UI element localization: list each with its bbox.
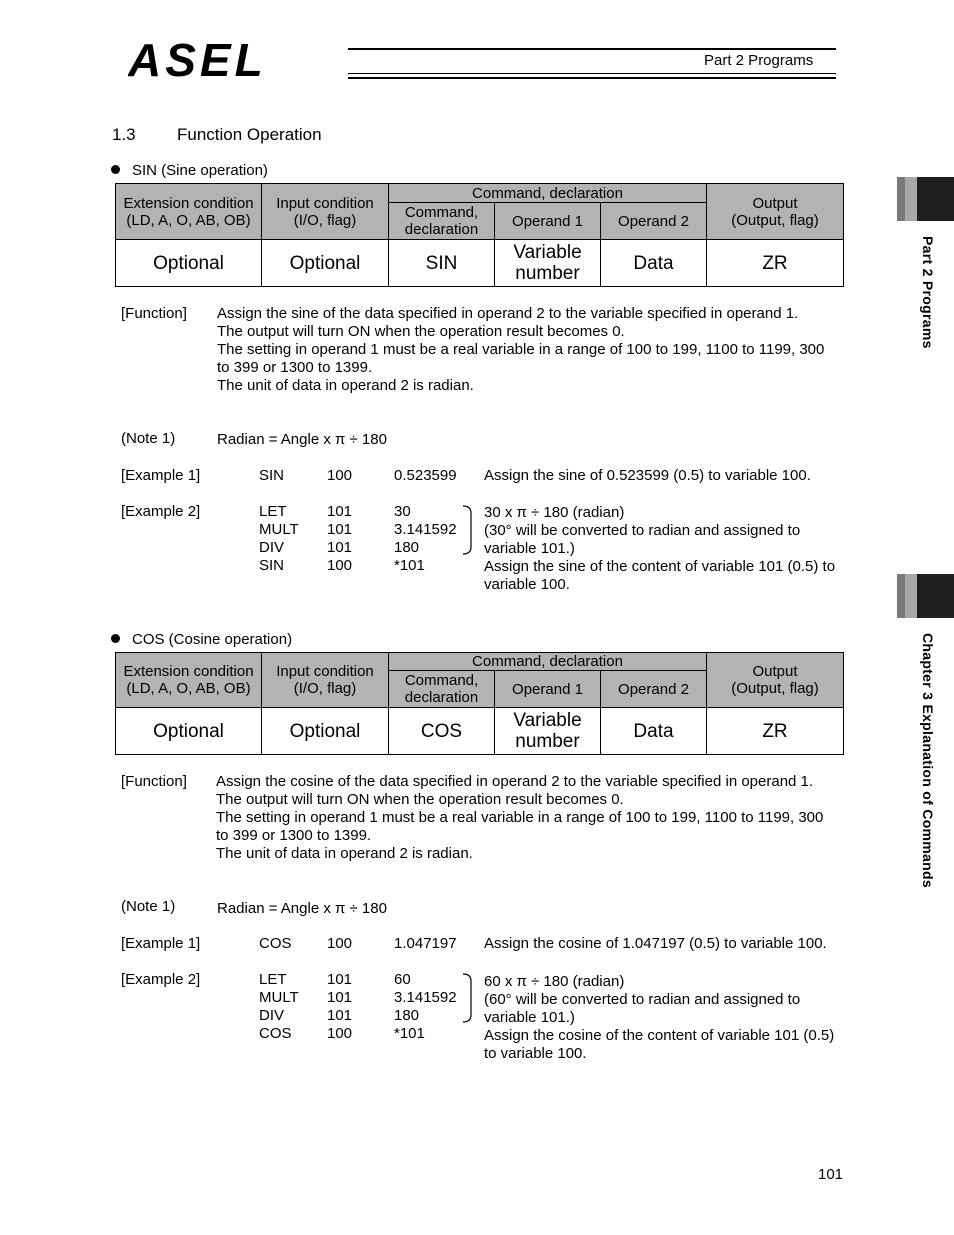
example2-label: [Example 2] [121, 503, 201, 520]
example2-operand1: 101 101 101 100 [327, 971, 353, 1042]
example1-label: [Example 1] [121, 935, 201, 952]
td-operand1: Variable number [495, 708, 601, 755]
example2-operand2: 60 3.141592 180 *101 [394, 971, 457, 1042]
asel-logo [128, 36, 348, 80]
example2-operand1: 101 101 101 100 [327, 503, 353, 574]
td-operand2: Data [601, 708, 707, 755]
side-tab-chapter-label: Chapter 3 Explanation of Commands [920, 633, 936, 888]
sin-bullet-text: SIN (Sine operation) [132, 162, 268, 179]
header-rule [348, 48, 836, 50]
th-output: Output (Output, flag) [707, 184, 844, 240]
th-operand1: Operand 1 [495, 671, 601, 708]
note-label: (Note 1) [121, 898, 176, 915]
bullet-icon [111, 165, 120, 174]
header-rule [348, 77, 836, 79]
logo-text: ASEL [128, 36, 267, 80]
td-command: COS [389, 708, 495, 755]
example1-operand1: 100 [327, 935, 353, 952]
side-tab-marker [897, 574, 954, 618]
note-label: (Note 1) [121, 430, 176, 447]
page-number: 101 [818, 1166, 844, 1183]
bullet-icon [111, 634, 120, 643]
function-description: Assign the cosine of the data specified in operand 2 to the variable specified in operand 1. The output will turn ON when the operation result becomes 0. The setting in operand 1 must be a real variable in a range of 100 to 199, 1100 to 1199, 300 to 399 or 1300 to 1399. The unit of data in operand 2 is radian. [216, 773, 824, 862]
th-extension-condition: Extension condition (LD, A, O, AB, OB) [116, 184, 262, 240]
td-operand2: Data [601, 240, 707, 287]
cos-bullet [111, 631, 292, 648]
td-output: ZR [707, 240, 844, 287]
td-command: SIN [389, 240, 495, 287]
th-command: Command, declaration [389, 671, 495, 708]
th-input-condition: Input condition (I/O, flag) [262, 653, 389, 708]
header-rule [348, 73, 836, 74]
example1-label: [Example 1] [121, 467, 201, 484]
td-extension: Optional [116, 708, 262, 755]
th-operand2: Operand 2 [601, 671, 707, 708]
cos-command-table [115, 652, 844, 755]
td-input: Optional [262, 708, 389, 755]
side-tab-part-label: Part 2 Programs [920, 236, 936, 349]
side-tab-marker [897, 177, 954, 221]
example1-operand1: 100 [327, 467, 353, 484]
td-input: Optional [262, 240, 389, 287]
th-operand1: Operand 1 [495, 203, 601, 240]
th-output: Output (Output, flag) [707, 653, 844, 708]
section-heading [112, 125, 322, 145]
example1-description: Assign the cosine of 1.047197 (0.5) to variable 100. [484, 935, 827, 952]
th-command-declaration-group: Command, declaration [389, 184, 707, 203]
td-output: ZR [707, 708, 844, 755]
td-extension: Optional [116, 240, 262, 287]
th-command-declaration-group: Command, declaration [389, 653, 707, 671]
th-extension-condition: Extension condition (LD, A, O, AB, OB) [116, 653, 262, 708]
function-description: Assign the sine of the data specified in operand 2 to the variable specified in operand 1. The output will turn ON when the operation result becomes 0. The setting in operand 1 must be a real variable in a range of 100 to 199, 1100 to 1199, 300 to 399 or 1300 to 1399. The unit of data in operand 2 is radian. [217, 305, 825, 394]
example1-command: SIN [259, 467, 285, 484]
example1-description: Assign the sine of 0.523599 (0.5) to variable 100. [484, 467, 811, 484]
th-input-condition: Input condition (I/O, flag) [262, 184, 389, 240]
example2-description: 60 x π ÷ 180 (radian) (60° will be converted to radian and assigned to variable 101.) Assign the cosine of the content of variable 101 (0.5) to variable 100. [484, 973, 835, 1062]
example1-operand2: 1.047197 [394, 935, 457, 952]
th-operand2: Operand 2 [601, 203, 707, 240]
function-label: [Function] [121, 773, 187, 790]
brace-icon [462, 505, 476, 555]
td-operand1: Variable number [495, 240, 601, 287]
function-label: [Function] [121, 305, 187, 322]
th-command: Command, declaration [389, 203, 495, 240]
sin-bullet [111, 162, 268, 179]
brace-icon [462, 973, 476, 1023]
example1-operand2: 0.523599 [394, 467, 457, 484]
example1-command: COS [259, 935, 292, 952]
example2-description: 30 x π ÷ 180 (radian) (30° will be converted to radian and assigned to variable 101.) Assign the sine of the content of variable 101 (0.5) to variable 100. [484, 504, 836, 593]
note-text: Radian = Angle x π ÷ 180 [217, 431, 387, 448]
sin-command-table [115, 183, 844, 287]
cos-bullet-text: COS (Cosine operation) [132, 631, 293, 648]
section-number: 1.3 [112, 125, 136, 144]
section-title: Function Operation [177, 125, 322, 144]
example2-label: [Example 2] [121, 971, 201, 988]
note-text: Radian = Angle x π ÷ 180 [217, 900, 387, 917]
header-section-label: Part 2 Programs [704, 52, 814, 69]
example2-operand2: 30 3.141592 180 *101 [394, 503, 457, 574]
example2-commands: LET MULT DIV COS [259, 971, 299, 1042]
example2-commands: LET MULT DIV SIN [259, 503, 299, 574]
